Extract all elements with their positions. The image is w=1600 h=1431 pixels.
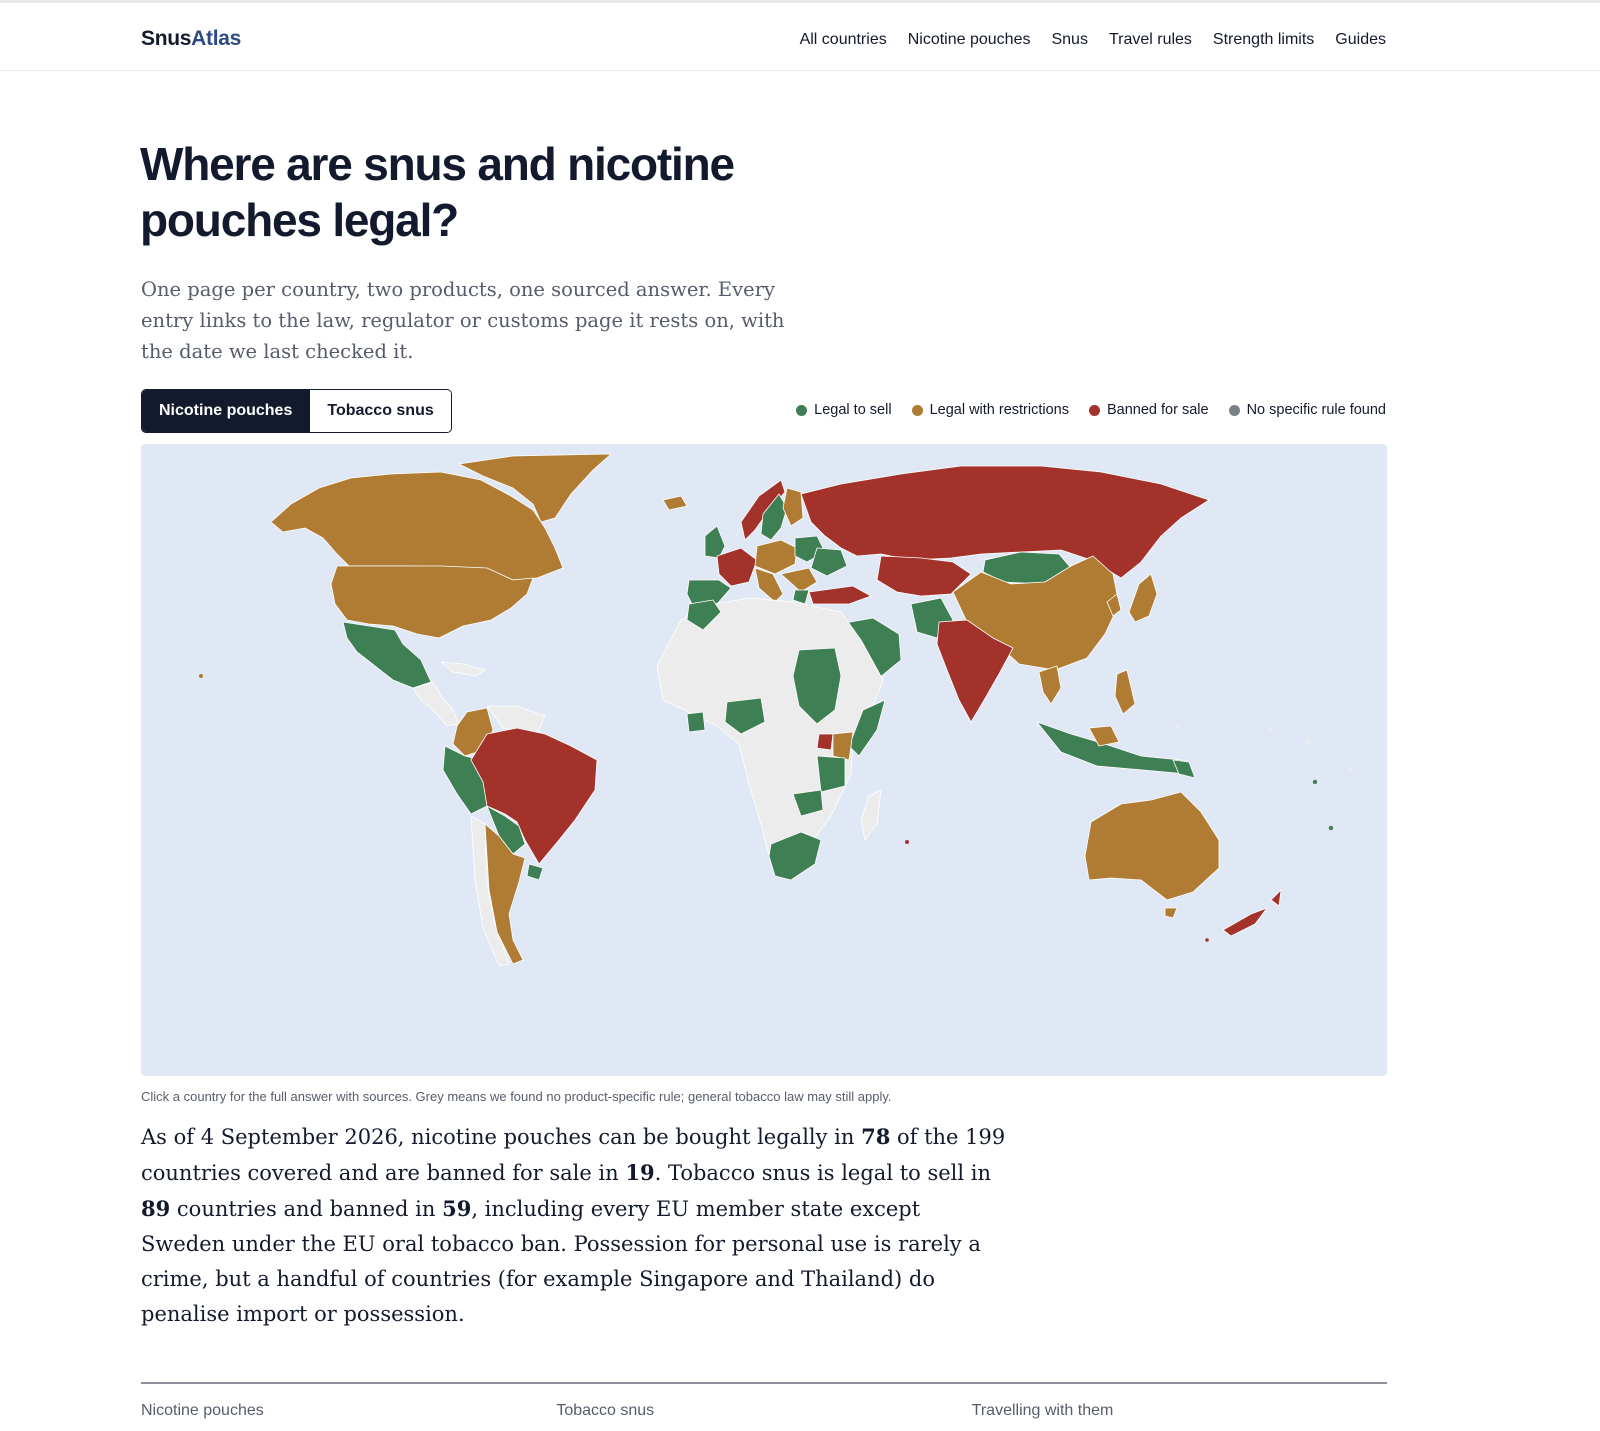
- page-title: Where are snus and nicotine pouches legal?: [140, 138, 734, 246]
- country-greece[interactable]: [793, 590, 809, 604]
- island-dot: [1349, 768, 1353, 772]
- country-ukraine[interactable]: [811, 548, 847, 576]
- country-turkey[interactable]: [809, 586, 871, 604]
- island-dot: [199, 674, 203, 678]
- country-tanzania[interactable]: [817, 756, 845, 792]
- legend-dot-legal: [796, 405, 807, 416]
- legend-dot-no-rule: [1229, 405, 1240, 416]
- logo-primary: Snus: [141, 27, 192, 50]
- tab-tobacco-snus[interactable]: Tobacco snus: [309, 390, 450, 432]
- country-japan[interactable]: [1129, 574, 1157, 622]
- island-dot: [905, 840, 909, 844]
- legend-item-restricted: [912, 402, 1069, 418]
- map-caption: Click a country for the full answer with sources. Grey means we found no product-specific rule; general tobacco law may still apply.: [141, 1089, 892, 1104]
- footer-col-travelling: Travelling with them: [971, 1402, 1114, 1419]
- map-legend: [796, 402, 1386, 418]
- nav-strength-limits[interactable]: Strength limits: [1212, 31, 1315, 48]
- footer-col-tobacco-snus: Tobacco snus: [556, 1402, 655, 1419]
- country-philippines[interactable]: [1115, 670, 1135, 714]
- world-map: [141, 444, 1387, 1076]
- footer-divider: [141, 1382, 1387, 1384]
- summary-text-2: of the 199 countries covered and are banned for sale in: [141, 1125, 1006, 1185]
- summary-text-5: , including every EU member state except Sweden under the EU oral tobacco ban. Possession for personal use is rarely a crime, but a handful of countries (for example Singapore and Thailand) do penalise import or possession.: [141, 1197, 981, 1326]
- country-thailand[interactable]: [1039, 666, 1061, 704]
- tab-nicotine-pouches[interactable]: Nicotine pouches: [142, 390, 309, 432]
- country-uganda[interactable]: [817, 734, 833, 750]
- legend-item-banned: [1089, 402, 1209, 418]
- country-madagascar[interactable]: [861, 790, 881, 840]
- summary-text-4: countries and banned in: [170, 1197, 443, 1221]
- summary-count-snus-legal: 89: [141, 1196, 171, 1221]
- legend-label-no-rule: No specific rule found: [1246, 402, 1386, 418]
- legend-label-legal: Legal to sell: [814, 402, 892, 418]
- country-uk[interactable]: [705, 526, 725, 558]
- legend-item-no-rule: [1229, 402, 1386, 418]
- region-central-america[interactable]: [413, 682, 459, 726]
- summary-count-snus-banned: 59: [442, 1196, 472, 1221]
- logo-accent: Atlas: [191, 27, 242, 50]
- country-kenya[interactable]: [833, 732, 853, 760]
- country-france[interactable]: [717, 548, 757, 586]
- nav-travel-rules[interactable]: Travel rules: [1108, 31, 1192, 48]
- footer-col-nicotine-pouches: Nicotine pouches: [141, 1402, 264, 1419]
- country-ghana[interactable]: [687, 712, 705, 732]
- nav-all-countries[interactable]: All countries: [799, 31, 887, 48]
- island-dot: [1269, 728, 1273, 732]
- summary-count-pouches-banned: 19: [625, 1160, 655, 1185]
- footer-columns: [141, 1402, 1387, 1420]
- nav-guides[interactable]: Guides: [1335, 31, 1386, 48]
- site-header: [0, 3, 1600, 71]
- country-italy[interactable]: [755, 568, 783, 602]
- country-australia[interactable]: [1085, 792, 1219, 900]
- legend-label-banned: Banned for sale: [1106, 402, 1209, 418]
- nav-nicotine-pouches[interactable]: Nicotine pouches: [907, 31, 1031, 48]
- small-islands: [1175, 724, 1353, 772]
- summary-count-pouches-legal: 78: [861, 1124, 891, 1149]
- site-logo[interactable]: [141, 27, 241, 51]
- island-dot: [1175, 724, 1179, 728]
- country-uruguay[interactable]: [527, 864, 543, 880]
- summary-text-3: . Tobacco snus is legal to sell in: [654, 1161, 992, 1185]
- country-finland[interactable]: [783, 488, 803, 526]
- country-tasmania[interactable]: [1165, 908, 1177, 918]
- legend-dot-restricted: [912, 405, 923, 416]
- island-dot: [1313, 780, 1317, 784]
- world-map-svg: [141, 444, 1387, 1076]
- summary-text-1: As of 4 September 2026, nicotine pouches can be bought legally in: [141, 1125, 862, 1149]
- nav-snus[interactable]: Snus: [1051, 31, 1088, 48]
- page-intro: One page per country, two products, one sourced answer. Every entry links to the law, regulator or customs page it rests on, with the date we last checked it.: [141, 278, 785, 363]
- island-dot: [1205, 938, 1209, 942]
- main-nav: [800, 31, 1386, 49]
- island-dot: [1329, 826, 1333, 830]
- country-germany[interactable]: [755, 540, 797, 574]
- summary-paragraph: [141, 1119, 1011, 1332]
- region-caribbean[interactable]: [441, 662, 485, 676]
- country-balkans[interactable]: [781, 568, 817, 592]
- country-new-zealand[interactable]: [1223, 890, 1281, 936]
- product-toggle: [141, 389, 452, 433]
- country-iceland[interactable]: [663, 496, 687, 510]
- legend-label-restricted: Legal with restrictions: [929, 402, 1069, 418]
- legend-item-legal: [796, 402, 891, 418]
- legend-dot-banned: [1089, 405, 1100, 416]
- island-dot: [1307, 740, 1311, 744]
